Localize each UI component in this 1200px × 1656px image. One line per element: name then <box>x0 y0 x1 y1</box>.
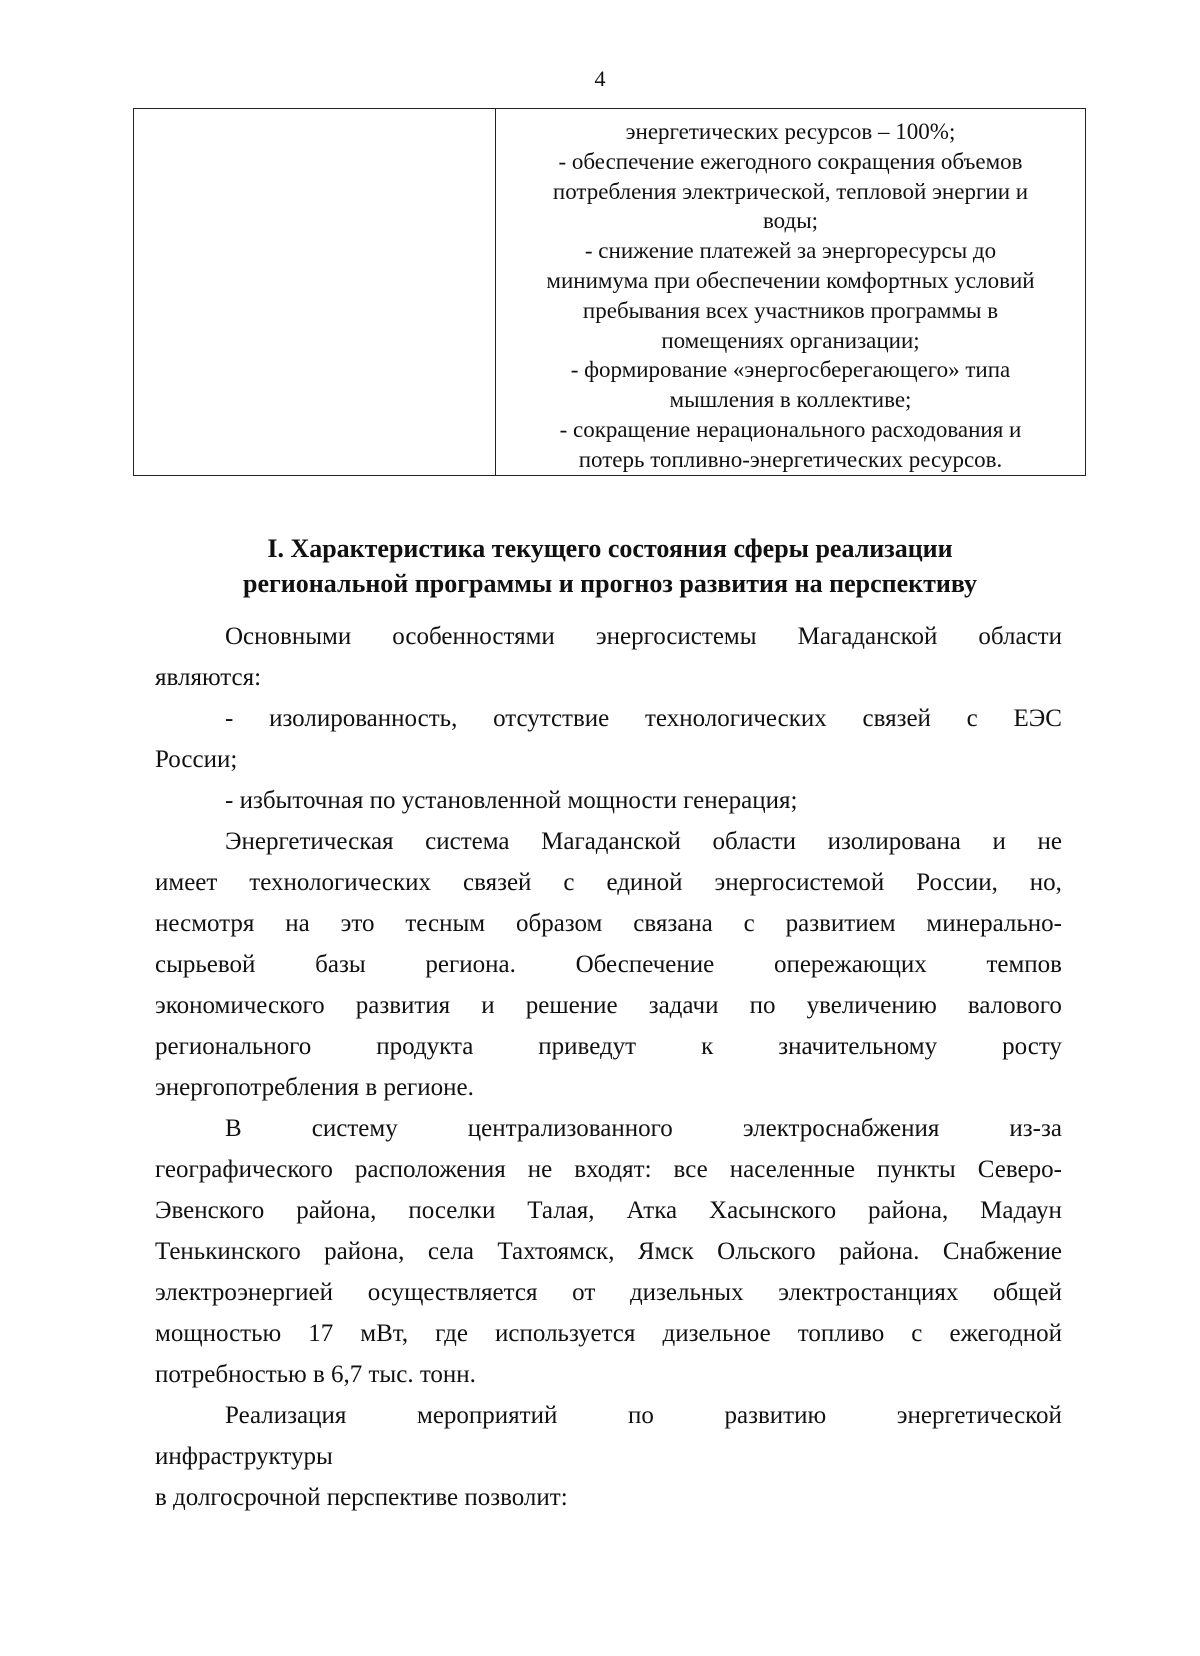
word: росту <box>1002 1033 1062 1060</box>
word: ЕЭС <box>1013 705 1062 732</box>
word: к <box>701 1033 714 1060</box>
paragraph-line: являются: <box>155 664 262 691</box>
word: регионального <box>155 1033 312 1060</box>
word: мощностью <box>155 1320 282 1347</box>
word: Талая, <box>527 1197 595 1224</box>
word: Тенькинского <box>155 1238 301 1265</box>
word: России, <box>916 869 998 896</box>
word: области <box>712 828 797 855</box>
paragraph-line <box>155 944 1062 985</box>
word: села <box>427 1238 474 1265</box>
word: области <box>978 623 1062 650</box>
word: Энергетическая <box>225 828 394 855</box>
word: минерально- <box>926 910 1062 937</box>
word: поселки <box>408 1197 496 1224</box>
paragraph-line: России; <box>155 746 238 773</box>
word: централизованного <box>467 1115 673 1142</box>
paragraph-line <box>155 698 1062 739</box>
word: развитию <box>724 1402 827 1429</box>
word: образом <box>515 910 603 937</box>
word: продукта <box>376 1033 474 1060</box>
paragraph-line <box>155 616 1062 657</box>
section-heading <box>140 531 1080 601</box>
word: где <box>435 1320 468 1347</box>
paragraph-line <box>155 1190 1062 1231</box>
word: энергосистемой <box>714 869 885 896</box>
word: не <box>527 1156 553 1183</box>
word: дизельных <box>629 1279 744 1306</box>
word: увеличению <box>806 992 937 1019</box>
word: осуществляется <box>367 1279 538 1306</box>
word: мероприятий <box>417 1402 558 1429</box>
word: энергосистемы <box>595 623 757 650</box>
table-line: - сокращение нерационального расходования и <box>559 416 1022 442</box>
word: электроснабжения <box>742 1115 940 1142</box>
word: имеет <box>155 869 218 896</box>
table-line: энергетических ресурсов – 100%; <box>625 119 956 144</box>
table-line: пребывания всех участников программы в <box>582 297 999 323</box>
table-line: минимума при обеспечении комфортных условий <box>546 267 1035 293</box>
word: базы <box>315 951 366 978</box>
word: изолирована <box>827 828 961 855</box>
word: Ямск <box>637 1238 694 1265</box>
word: Северо- <box>977 1156 1062 1183</box>
word: и <box>481 992 495 1019</box>
table-line: потребления электрической, тепловой энергии и <box>552 178 1029 204</box>
word: района. <box>839 1238 920 1265</box>
word: расположения <box>354 1156 506 1183</box>
word: Реализация <box>225 1402 347 1429</box>
word: связей <box>862 705 931 732</box>
word: темпов <box>986 951 1062 978</box>
word: это <box>340 910 375 937</box>
paragraph-line <box>155 985 1062 1026</box>
word: изолированность, <box>269 705 458 732</box>
word: связей <box>463 869 532 896</box>
word: дизельное <box>662 1320 771 1347</box>
word: В <box>225 1115 242 1142</box>
paragraph-line: в долгосрочной перспективе позволит: <box>155 1484 568 1511</box>
word: по <box>749 992 776 1019</box>
word: энергетической <box>896 1402 1062 1429</box>
table-line: помещениях организации; <box>661 327 920 353</box>
word: значительному <box>778 1033 938 1060</box>
table-line: воды; <box>762 208 819 234</box>
word: и <box>992 828 1006 855</box>
word: несмотря <box>155 910 255 937</box>
word: района, <box>868 1197 949 1224</box>
word: развития <box>355 992 451 1019</box>
word: района, <box>296 1197 377 1224</box>
word: отсутствие <box>493 705 610 732</box>
word: на <box>285 910 310 937</box>
word: систему <box>311 1115 398 1142</box>
word: Ольского <box>717 1238 816 1265</box>
word: от <box>572 1279 596 1306</box>
table-line: мышления в коллективе; <box>669 387 912 413</box>
table-line: - снижение платежей за энергоресурсы до <box>584 238 997 264</box>
table-right-cell <box>496 109 1086 476</box>
word: экономического <box>155 992 325 1019</box>
word: - <box>225 705 234 732</box>
word: все <box>673 1156 708 1183</box>
word: используется <box>495 1320 636 1347</box>
word: входят: <box>574 1156 652 1183</box>
word: решение <box>525 992 618 1019</box>
word: географического <box>155 1156 333 1183</box>
word: технологических <box>249 869 432 896</box>
paragraph-line: инфраструктуры <box>155 1443 333 1470</box>
paragraph-line <box>155 1313 1062 1354</box>
word: Тахтоямск, <box>497 1238 615 1265</box>
word: ежегодной <box>949 1320 1062 1347</box>
word: технологических <box>645 705 827 732</box>
word: задачи <box>648 992 719 1019</box>
word: связана <box>633 910 713 937</box>
word: с <box>911 1320 923 1347</box>
word: Основными <box>225 623 352 650</box>
word: электростанциях <box>778 1279 959 1306</box>
word: система <box>425 828 510 855</box>
word: региона. <box>425 951 516 978</box>
word: района, <box>324 1238 405 1265</box>
table-line: - обеспечение ежегодного сокращения объемов <box>558 148 1023 174</box>
paragraph-line <box>155 1231 1062 1272</box>
word: не <box>1037 828 1062 855</box>
word: из-за <box>1009 1115 1062 1142</box>
word: сырьевой <box>155 951 256 978</box>
word: развитием <box>785 910 896 937</box>
word: особенностями <box>392 623 555 650</box>
word: тесным <box>405 910 486 937</box>
table-line: - формирование «энергосберегающего» типа <box>570 357 1011 383</box>
word: Магаданской <box>541 828 681 855</box>
word: населенные <box>729 1156 855 1183</box>
word: Атка <box>626 1197 678 1224</box>
heading-line-2: региональной программы и прогноз развития на перспективу <box>242 569 978 598</box>
word: опережающих <box>773 951 927 978</box>
word: единой <box>606 869 683 896</box>
paragraph-line: энергопотребления в регионе. <box>155 1074 474 1101</box>
word: с <box>966 705 978 732</box>
paragraph-line <box>155 821 1062 862</box>
word: Обеспечение <box>575 951 715 978</box>
paragraph-line <box>155 1149 1062 1190</box>
word: мВт, <box>360 1320 409 1347</box>
word: Мадаун <box>980 1197 1062 1224</box>
word: с <box>743 910 755 937</box>
heading-line-1: I. Характеристика текущего состояния сферы реализации <box>267 534 953 563</box>
word: приведут <box>538 1033 637 1060</box>
table-line: потерь топливно-энергетических ресурсов. <box>578 446 1003 472</box>
paragraph-line <box>155 1026 1062 1067</box>
word: электроэнергией <box>155 1279 334 1306</box>
word: валового <box>967 992 1062 1019</box>
body-text <box>155 616 1062 1518</box>
paragraph-line <box>155 1108 1062 1149</box>
word: Эвенского <box>155 1197 265 1224</box>
word: но, <box>1029 869 1062 896</box>
word: пункты <box>876 1156 956 1183</box>
word: Хасынского <box>709 1197 837 1224</box>
word: по <box>627 1402 654 1429</box>
word: топливо <box>797 1320 885 1347</box>
word: Магаданской <box>797 623 938 650</box>
paragraph-line <box>155 862 1062 903</box>
word: общей <box>993 1279 1062 1306</box>
paragraph-line: потребностью в 6,7 тыс. тонн. <box>155 1361 476 1388</box>
program-goals-table <box>133 108 1086 476</box>
table-left-cell <box>134 109 496 476</box>
paragraph-line <box>155 903 1062 944</box>
word: 17 <box>308 1320 334 1347</box>
paragraph-line <box>155 1395 1062 1436</box>
paragraph-line <box>155 1272 1062 1313</box>
page-number: 4 <box>594 66 606 91</box>
word: Снабжение <box>942 1238 1062 1265</box>
word: с <box>563 869 575 896</box>
paragraph-line: - избыточная по установленной мощности генерация; <box>225 787 798 814</box>
